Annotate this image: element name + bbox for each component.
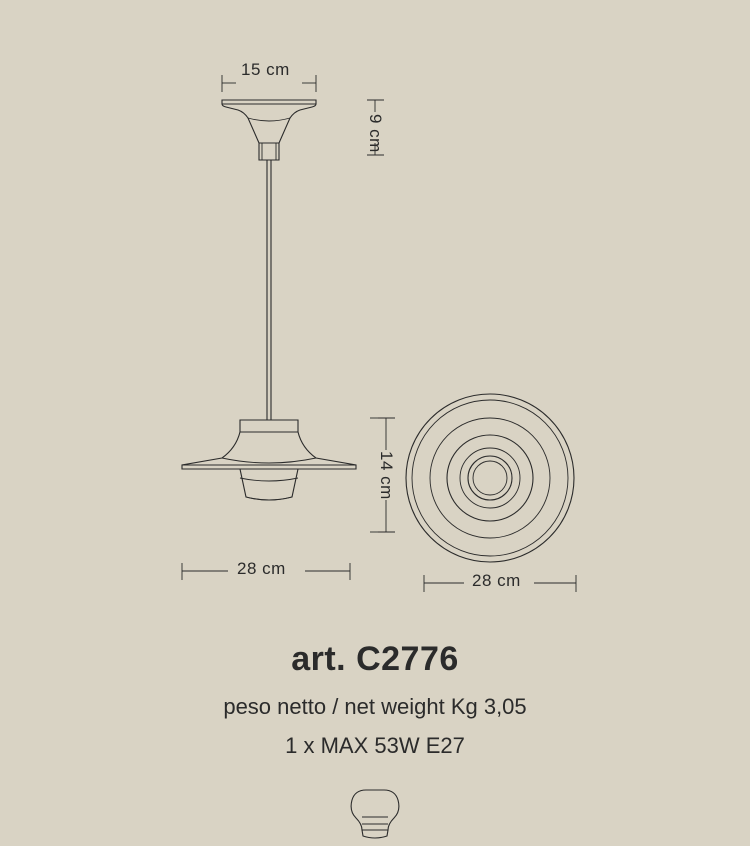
article-code: art. C2776 [291, 640, 459, 678]
dimension-label-canopy-width: 15 cm [241, 60, 290, 79]
suspension-cable [267, 160, 271, 420]
lamp-shade-plan-view [406, 394, 574, 562]
lamp-spec-label: 1 x MAX 53W E27 [285, 733, 465, 758]
bulb-icon [351, 790, 399, 838]
dimension-label-shade-height: 14 cm [376, 450, 396, 500]
dimension-label-shade-width-plan: 28 cm [472, 571, 521, 590]
dimension-label-shade-width-front: 28 cm [237, 559, 286, 578]
canopy-front-view [222, 100, 316, 160]
net-weight-label: peso netto / net weight Kg 3,05 [223, 694, 527, 719]
dimension-label-canopy-height: 9 cm [365, 113, 385, 153]
lamp-shade-front-view [182, 420, 356, 500]
